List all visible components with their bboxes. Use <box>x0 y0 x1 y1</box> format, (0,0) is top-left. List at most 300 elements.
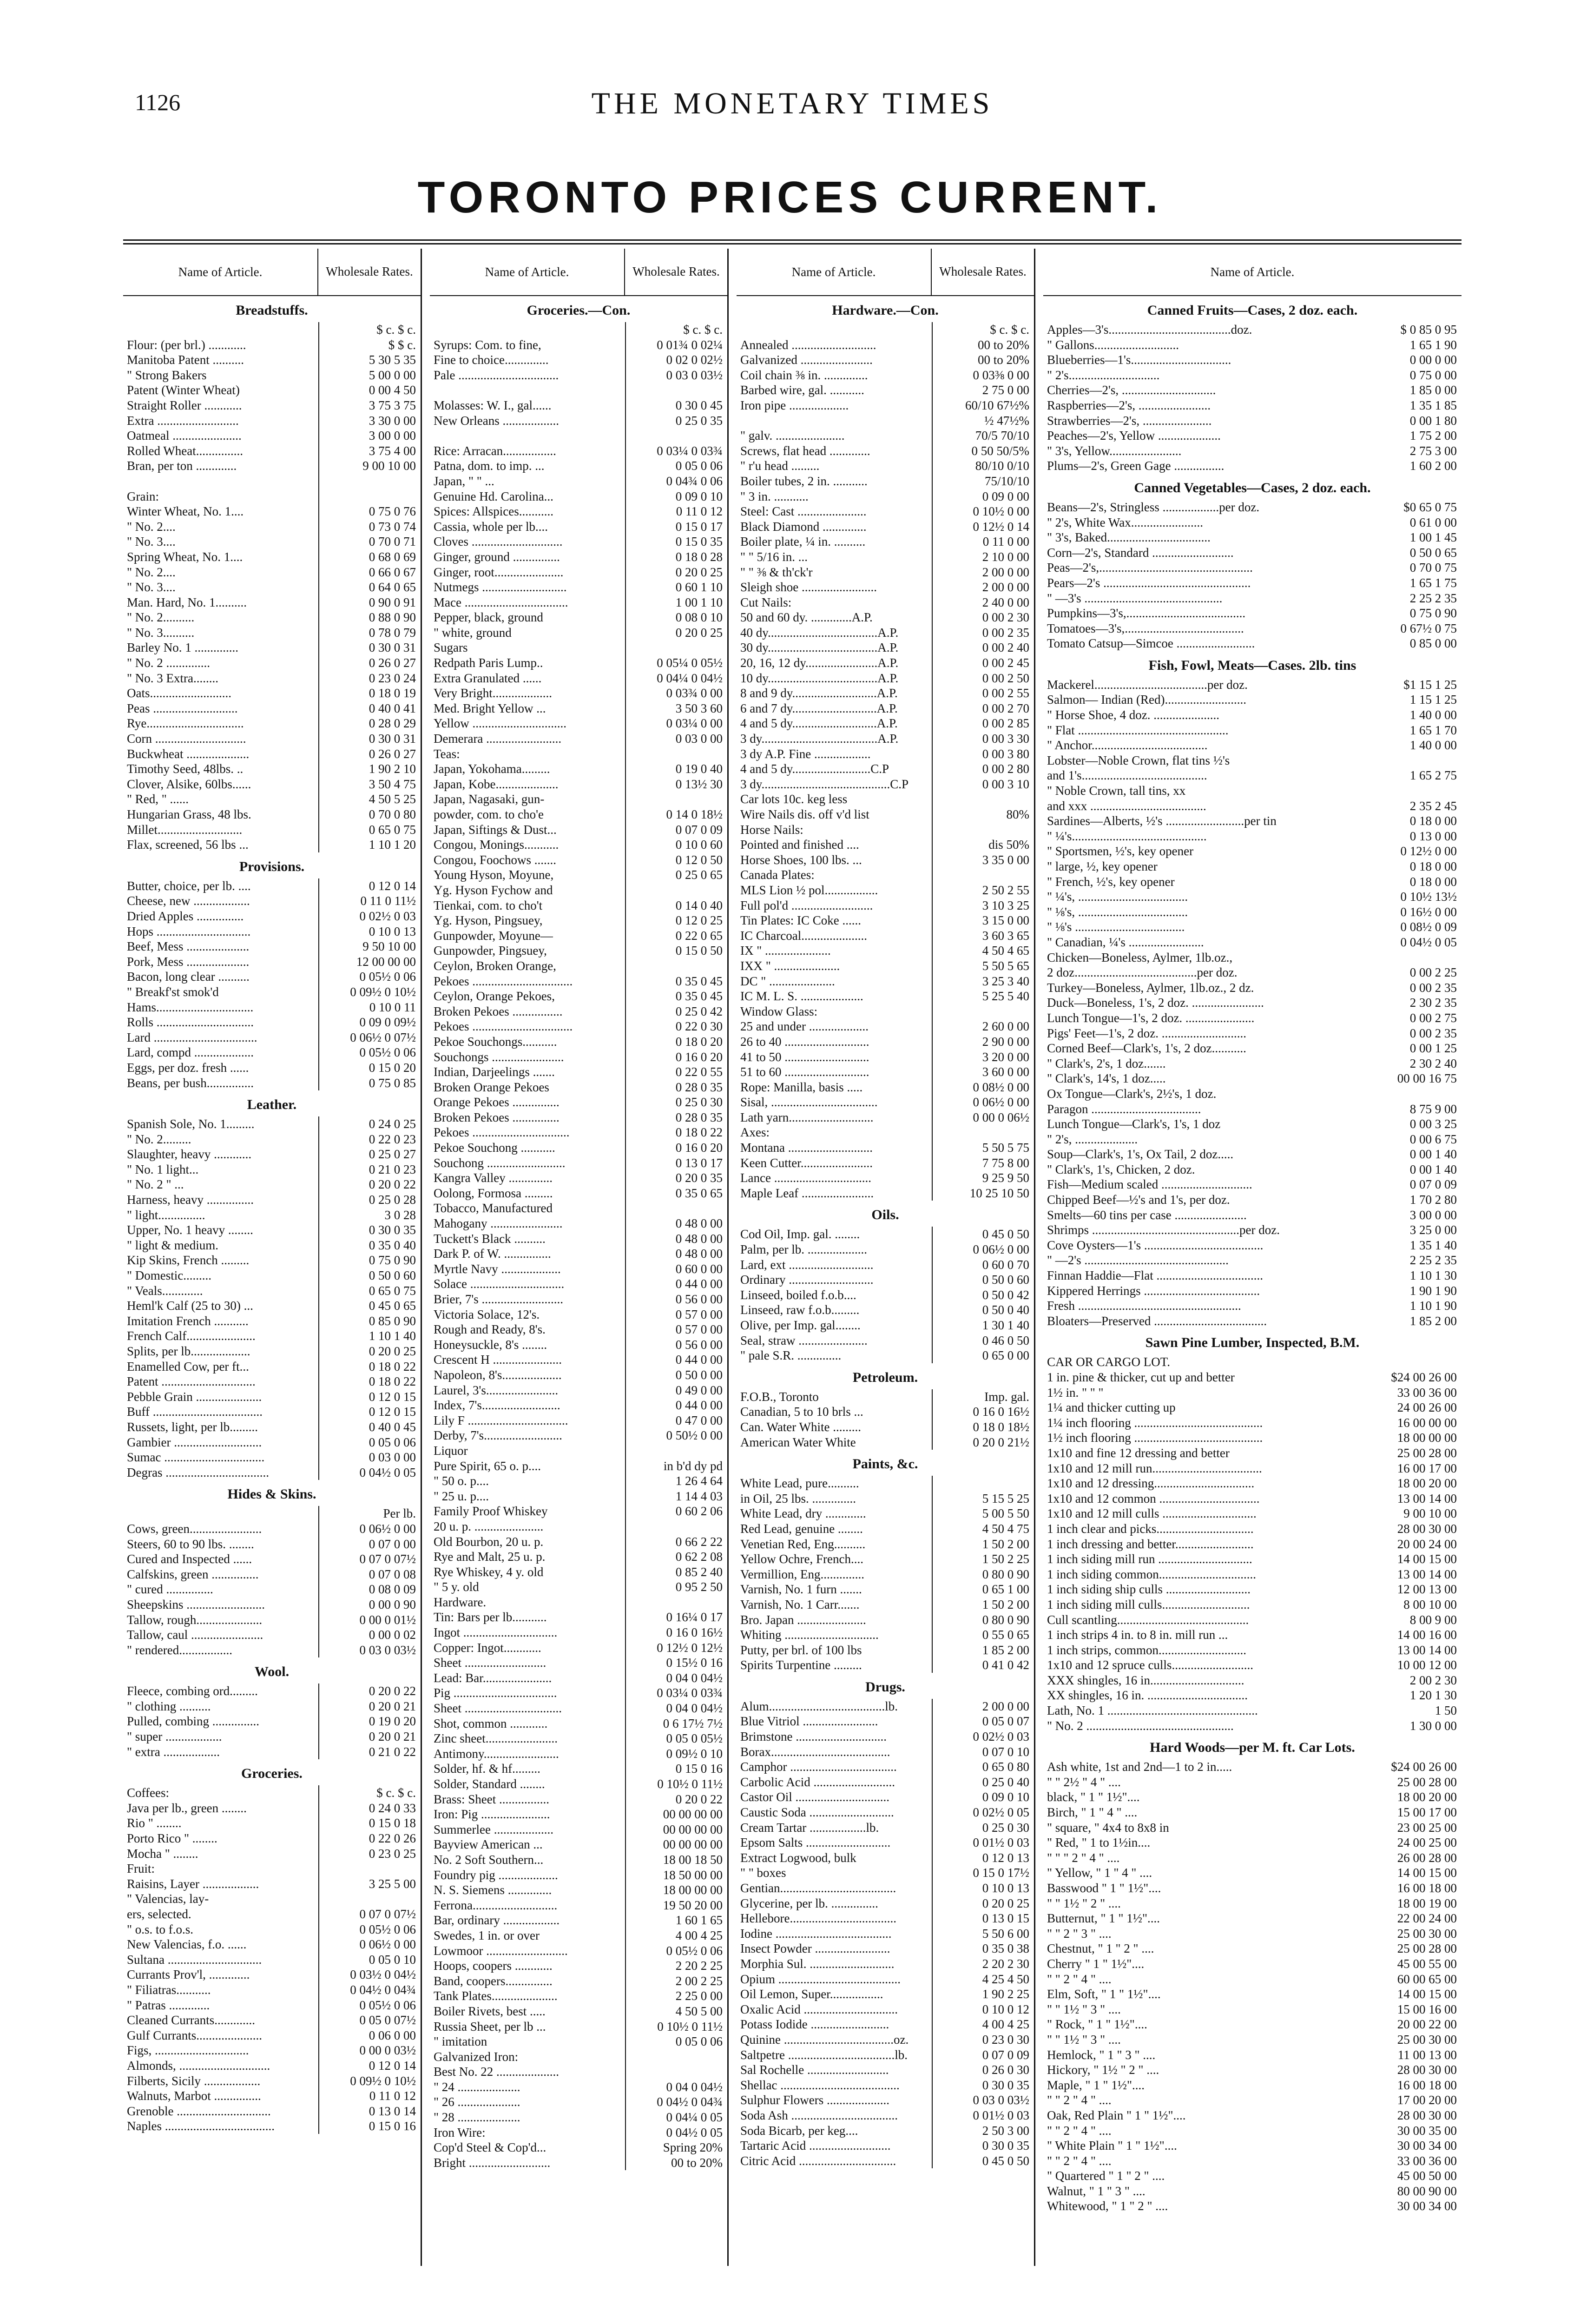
article-name: " French, ½'s, key opener <box>1047 874 1175 889</box>
wholesale-rate: 1 00 1 45 <box>1409 530 1457 545</box>
price-row <box>1043 575 1462 591</box>
wholesale-rate: 0 25 0 65 <box>625 867 727 883</box>
article-name: " Valencias, lay- <box>127 1892 209 1906</box>
price-row <box>1043 1222 1462 1238</box>
article-name: No. 2 Soft Southern... <box>434 1852 544 1867</box>
article-name: 50 and 60 dy. .............A.P. <box>740 610 873 625</box>
article-name: Elm, Soft, " 1 " 1½".... <box>1047 1987 1161 2001</box>
price-row <box>737 1612 1034 1628</box>
article-name: Foundry pig ................... <box>434 1868 558 1882</box>
article-name: Bacon, long clear .......... <box>127 970 250 984</box>
wholesale-rate: 0 02½ 0 03 <box>932 1729 1034 1744</box>
article-name: Caustic Soda ........................... <box>740 1805 894 1820</box>
wholesale-rate: 1 26 4 64 <box>625 1473 727 1489</box>
price-row <box>123 1314 421 1329</box>
price-row <box>430 1383 727 1398</box>
price-row <box>430 1443 727 1459</box>
article-name: " square, " 4x4 to 8x8 in <box>1047 1820 1169 1835</box>
wholesale-rate: 2 00 0 00 <box>932 580 1034 595</box>
price-row <box>737 565 1034 580</box>
article-name: " large, ½, key opener <box>1047 859 1158 873</box>
price-row <box>430 807 727 822</box>
article-name: 6 and 7 dy...........................A.P. <box>740 701 898 715</box>
article-name: 10 dy...................................A.P. <box>740 671 899 685</box>
price-row <box>737 1272 1034 1287</box>
price-row <box>123 1521 421 1537</box>
wholesale-rate: 0 65 0 75 <box>318 822 421 838</box>
wholesale-rate: 0 15 0 20 <box>318 1060 421 1076</box>
wholesale-rate: 0 50 0 42 <box>932 1287 1034 1303</box>
wholesale-rate: $ c. $ c. <box>318 322 421 337</box>
article-name: Japan, Nagasaki, gun- <box>434 792 545 806</box>
price-row <box>1043 428 1462 443</box>
article-name: Potass Iodide ......................... <box>740 2017 889 2032</box>
wholesale-rate: 0 22 0 26 <box>318 1831 421 1846</box>
wholesale-rate: 0 18 0 00 <box>1409 814 1457 828</box>
article-name: DC " ..................... <box>740 974 835 988</box>
price-row <box>1043 621 1462 636</box>
price-row <box>1043 545 1462 561</box>
price-row <box>1043 383 1462 398</box>
price-row <box>1043 1102 1462 1117</box>
wholesale-rate: 2 25 2 35 <box>1409 591 1457 605</box>
article-name: 1½ in. " " " <box>1047 1385 1104 1400</box>
column-header-rates: Wholesale Rates. <box>624 249 727 295</box>
article-name: " o.s. to f.o.s. <box>127 1922 194 1936</box>
article-name: Naples ................................... <box>127 2119 275 2133</box>
price-row <box>123 1060 421 1076</box>
wholesale-rate: 0 05 0 10 <box>318 1952 421 1967</box>
price-row <box>430 1852 727 1868</box>
wholesale-rate: 0 02 0 02½ <box>625 352 727 368</box>
price-row <box>1043 1835 1462 1850</box>
article-name: Soup—Clark's, 1's, Ox Tail, 2 doz..... <box>1047 1147 1234 1162</box>
article-name: Ash white, 1st and 2nd—1 to 2 in..... <box>1047 1760 1232 1774</box>
article-name: Lance ............................... <box>740 1171 871 1185</box>
article-name: Congou, Monings........... <box>434 838 559 852</box>
article-name: Iron pipe ................... <box>740 398 849 412</box>
price-row <box>430 867 727 883</box>
wholesale-rate: 2 00 2 30 <box>1409 1673 1457 1687</box>
price-row <box>737 1348 1034 1363</box>
column-1 <box>123 249 422 2266</box>
wholesale-rate: $ c. $ c. <box>932 322 1034 337</box>
price-row <box>737 337 1034 353</box>
wholesale-rate <box>932 1004 1034 1019</box>
wholesale-rate: 2 90 0 00 <box>932 1034 1034 1050</box>
column-header <box>123 249 421 296</box>
article-name: Raspberries—2's, ....................... <box>1047 398 1211 412</box>
price-row <box>430 761 727 777</box>
price-row <box>737 504 1034 519</box>
article-name: " No. 2......... <box>127 1132 191 1146</box>
price-row <box>430 368 727 383</box>
article-name: Slaughter, heavy ............ <box>127 1147 252 1162</box>
wholesale-rate: $0 65 0 75 <box>1403 500 1457 514</box>
price-row <box>1043 2138 1462 2153</box>
article-name: Shot, common ............ <box>434 1716 548 1730</box>
section-heading: Oils. <box>871 1207 899 1223</box>
article-name: Porto Rico " ........ <box>127 1831 217 1846</box>
price-row <box>737 777 1034 792</box>
section-heading: Sawn Pine Lumber, Inspected, B.M. <box>1145 1335 1360 1351</box>
price-row <box>1043 1162 1462 1177</box>
price-row <box>430 928 727 944</box>
article-name: " No. 3 Extra........ <box>127 671 218 685</box>
wholesale-rate: 0 80 0 90 <box>932 1567 1034 1582</box>
article-name: Car lots 10c. keg less <box>740 792 848 806</box>
article-name: Castor Oil .............................. <box>740 1790 889 1804</box>
price-row <box>737 383 1034 398</box>
article-name: 1½ inch flooring ......................................... <box>1047 1431 1263 1445</box>
article-name: Very Bright................... <box>434 686 552 700</box>
wholesale-rate: 2 40 0 00 <box>932 595 1034 610</box>
wholesale-rate: 0 57 0 00 <box>625 1307 727 1322</box>
price-row <box>123 837 421 852</box>
wholesale-rate: 0 15 0 18 <box>318 1816 421 1831</box>
wholesale-rate: 25 00 28 00 <box>1397 1941 1457 1956</box>
wholesale-rate: 1 35 1 40 <box>1409 1238 1457 1252</box>
price-row <box>1043 2032 1462 2047</box>
column-header <box>737 249 1034 296</box>
wholesale-rate: 13 00 14 00 <box>1397 1491 1457 1505</box>
price-row <box>1043 1597 1462 1612</box>
price-row <box>737 1227 1034 1242</box>
wholesale-rate: 1 40 0 00 <box>1409 708 1457 722</box>
wholesale-rate: 0 25 0 35 <box>625 413 727 429</box>
wholesale-rate: 1 10 1 90 <box>1409 1299 1457 1313</box>
price-row <box>737 1287 1034 1303</box>
wholesale-rate: 25 00 30 00 <box>1397 2032 1457 2047</box>
article-name: Index, 7's......................... <box>434 1398 560 1413</box>
wholesale-rate: 0 20 0 21 <box>318 1729 421 1744</box>
price-row <box>1043 799 1462 814</box>
article-name: Chestnut, " 1 " 2 " .... <box>1047 1941 1154 1956</box>
column-header <box>1043 249 1462 296</box>
wholesale-rate: 0 75 0 90 <box>1409 606 1457 621</box>
wholesale-rate <box>932 822 1034 838</box>
price-row <box>123 731 421 746</box>
article-name: Quinine ...................................oz. <box>740 2032 909 2047</box>
wholesale-rate: 0 45 0 50 <box>932 1227 1034 1242</box>
price-row <box>737 2078 1034 2093</box>
price-row <box>430 1625 727 1640</box>
price-row <box>123 2088 421 2104</box>
article-name: Peas—2's,................................................. <box>1047 561 1253 575</box>
article-name: Vermillion, Eng.............. <box>740 1567 864 1581</box>
price-row <box>737 1582 1034 1597</box>
article-name: Crescent H ...................... <box>434 1353 562 1367</box>
price-row <box>1043 1688 1462 1703</box>
article-name: " galv. ...................... <box>740 429 845 443</box>
price-row <box>430 1807 727 1822</box>
article-name: Tank Plates..................... <box>434 1989 558 2003</box>
price-row <box>737 398 1034 413</box>
wholesale-rate: 0 03 0 00 <box>625 731 727 746</box>
price-row <box>430 1549 727 1565</box>
price-row <box>1043 1461 1462 1476</box>
wholesale-rate: 0 25 0 30 <box>625 1095 727 1110</box>
article-name: Fine to choice.............. <box>434 353 549 367</box>
price-row <box>737 1537 1034 1552</box>
price-row <box>430 1246 727 1261</box>
wholesale-rate: 0 15 0 16 <box>625 1761 727 1776</box>
price-row <box>1043 1718 1462 1734</box>
article-name: 4 and 5 dy...........................A.P. <box>740 716 898 731</box>
price-row <box>430 1595 727 1610</box>
wholesale-rate: 0 00 0 00 <box>1409 353 1457 367</box>
price-row <box>123 1222 421 1238</box>
price-row <box>737 1491 1034 1506</box>
wholesale-rate: 0 30 0 35 <box>932 2138 1034 2153</box>
price-row <box>123 671 421 686</box>
wholesale-rate: 1 90 2 25 <box>932 1987 1034 2002</box>
wholesale-rate: 0 07 0 09 <box>625 822 727 838</box>
article-name: Maple, " 1 " 1½".... <box>1047 2078 1145 2092</box>
wholesale-rate: 0 20 0 25 <box>625 565 727 580</box>
article-name: Insect Powder ........................ <box>740 1941 890 1956</box>
wholesale-rate: 0 08½ 0 00 <box>932 1080 1034 1095</box>
wholesale-rate: 00 to 20% <box>932 337 1034 353</box>
article-name: Canadian, 5 to 10 brls ... <box>740 1405 863 1419</box>
price-row <box>123 352 421 368</box>
article-name: 1x10 and 12 mill culls .............................. <box>1047 1506 1257 1521</box>
wholesale-rate: 3 60 3 65 <box>932 928 1034 944</box>
article-name: Broken Pekoes ............... <box>434 1110 560 1124</box>
price-row <box>737 1257 1034 1273</box>
article-name: Lath, No. 1 ................................................ <box>1047 1703 1258 1718</box>
wholesale-rate <box>932 792 1034 807</box>
article-name: Oatmeal ...................... <box>127 429 242 443</box>
price-row <box>737 1419 1034 1435</box>
price-row <box>737 1805 1034 1820</box>
price-row <box>1043 413 1462 429</box>
wholesale-rate: 0 25 0 40 <box>932 1775 1034 1790</box>
price-row <box>123 458 421 474</box>
price-row <box>430 913 727 928</box>
wholesale-rate: 0 05 0 07½ <box>318 2013 421 2028</box>
article-name: Rio " ........ <box>127 1816 182 1830</box>
price-row <box>123 2104 421 2119</box>
wholesale-rate: 0 03⅜ 0 00 <box>932 368 1034 383</box>
price-row <box>430 1882 727 1898</box>
wholesale-rate: 0 18 0 00 <box>1409 874 1457 889</box>
article-name: Derby, 7's......................... <box>434 1428 562 1443</box>
article-name: Sal Rochelle .......................... <box>740 2063 889 2077</box>
wholesale-rate: 0 55 0 65 <box>932 1627 1034 1643</box>
price-row <box>123 1374 421 1389</box>
price-row <box>123 807 421 822</box>
article-name <box>123 1506 318 1521</box>
wholesale-rate: 18 00 00 00 <box>1397 1431 1457 1445</box>
wholesale-rate: 0 67½ 0 75 <box>1400 621 1457 635</box>
article-name: White Lead, dry ............. <box>740 1506 866 1521</box>
wholesale-rate: 2 50 2 55 <box>932 883 1034 898</box>
article-name: " Quartered " 1 " 2 " .... <box>1047 2169 1165 2183</box>
wholesale-rate: 0 41 0 42 <box>932 1657 1034 1673</box>
wholesale-rate: 0 35 0 65 <box>625 1186 727 1201</box>
wholesale-rate: 0 00 1 40 <box>1409 1162 1457 1176</box>
wholesale-rate <box>625 1595 727 1610</box>
wholesale-rate: 9 25 9 50 <box>932 1170 1034 1186</box>
article-name: Solace .............................. <box>434 1277 565 1291</box>
price-row <box>430 428 727 443</box>
price-row <box>123 1937 421 1952</box>
price-row <box>737 731 1034 746</box>
price-row <box>123 1116 421 1132</box>
article-name: Horse Shoes, 100 lbs. ... <box>740 852 862 867</box>
article-name: Nutmegs ........................... <box>434 580 567 594</box>
article-name: " Horse Shoe, 4 doz. ..................... <box>1047 708 1219 722</box>
wholesale-rate: 0 64 0 65 <box>318 580 421 595</box>
article-name: Sugars <box>434 640 468 655</box>
article-name: " Veals............. <box>127 1283 203 1298</box>
wholesale-rate: 1 10 1 30 <box>1409 1268 1457 1283</box>
wholesale-rate <box>625 383 727 398</box>
article-name: Ox Tongue—Clark's, 2½'s, 1 doz. <box>1047 1086 1217 1101</box>
article-name: IC M. L. S. .................... <box>740 989 863 1004</box>
wholesale-rate: 1 50 2 00 <box>932 1537 1034 1552</box>
wholesale-rate: 2 20 2 25 <box>625 1958 727 1974</box>
price-row <box>737 625 1034 640</box>
wholesale-rate: 0 11 0 12 <box>625 504 727 519</box>
wholesale-rate: 1 75 2 00 <box>1409 429 1457 443</box>
wholesale-rate: 0 04½ 0 04¾ <box>625 2094 727 2110</box>
price-row <box>430 580 727 595</box>
price-row <box>1043 1056 1462 1071</box>
wholesale-rate: 3 10 3 25 <box>932 898 1034 913</box>
wholesale-rate: 0 03¼ 0 03¾ <box>625 443 727 459</box>
wholesale-rate: 24 00 26 00 <box>1397 1400 1457 1415</box>
article-name: Kip Skins, French ......... <box>127 1253 250 1268</box>
wholesale-rate: 3 15 0 00 <box>932 913 1034 928</box>
wholesale-rate: 3 50 4 75 <box>318 777 421 792</box>
article-name: Tienkai, com. to cho't <box>434 898 543 912</box>
article-name: Tomato Catsup—Simcoe ......................... <box>1047 636 1255 651</box>
price-row <box>123 909 421 924</box>
wholesale-rate: 0 14 0 18½ <box>625 807 727 822</box>
price-row <box>1043 1521 1462 1537</box>
price-row <box>737 640 1034 655</box>
section-heading: Breadstuffs. <box>236 303 308 318</box>
wholesale-rate: 7 75 8 00 <box>932 1155 1034 1171</box>
article-name: Blue Vitriol ........................ <box>740 1714 878 1729</box>
price-row <box>123 2013 421 2028</box>
price-row <box>123 792 421 807</box>
article-name: Lunch Tongue—1's, 2 doz. ...................... <box>1047 1010 1255 1025</box>
wholesale-rate: 0 12½ 0 12½ <box>625 1640 727 1656</box>
wholesale-rate: 4 50 4 65 <box>932 943 1034 958</box>
price-row <box>1043 530 1462 545</box>
article-name: Clover, Alsike, 60lbs...... <box>127 777 251 791</box>
wholesale-rate: 0 60 0 70 <box>932 1257 1034 1273</box>
article-name: Cloves ............................. <box>434 535 563 549</box>
wholesale-rate: 0 12 0 14 <box>318 878 421 894</box>
wholesale-rate: 25 00 28 00 <box>1397 1775 1457 1789</box>
price-row <box>430 1776 727 1792</box>
price-row <box>123 1208 421 1223</box>
article-name: Pekoe Souchongs........... <box>434 1034 557 1049</box>
wholesale-rate: 0 00 0 90 <box>318 1597 421 1612</box>
wholesale-rate: 0 47 0 00 <box>625 1413 727 1428</box>
wholesale-rate: 0 44 0 00 <box>625 1352 727 1367</box>
article-name: Lunch Tongue—Clark's, 1's, 1 doz <box>1047 1117 1221 1131</box>
price-row <box>123 1450 421 1465</box>
article-name: " 28 .................... <box>434 2110 520 2125</box>
article-name: " white, ground <box>434 625 512 640</box>
price-row <box>737 1744 1034 1760</box>
price-row <box>1043 458 1462 474</box>
wholesale-rate: 0 18 0 28 <box>625 549 727 565</box>
wholesale-rate: 0 35 0 45 <box>625 974 727 989</box>
article-name: Sumac ................................ <box>127 1450 265 1465</box>
wholesale-rate: 0 05 0 06 <box>625 458 727 474</box>
wholesale-rate: $24 00 26 00 <box>1391 1760 1457 1774</box>
wholesale-rate <box>932 1476 1034 1491</box>
column-rows <box>737 296 1034 2168</box>
wholesale-rate: 3 00 0 00 <box>1409 1208 1457 1222</box>
article-name: Pears—2's ............................................... <box>1047 575 1251 590</box>
wholesale-rate: 0 00 2 75 <box>1409 1010 1457 1025</box>
wholesale-rate: 0 08½ 0 09 <box>1400 920 1457 934</box>
price-row <box>430 1913 727 1928</box>
article-name: XXX shingles, 16 in.............................. <box>1047 1673 1244 1687</box>
wholesale-rate: 75/10/10 <box>932 474 1034 489</box>
price-row <box>430 413 727 429</box>
price-row <box>737 1186 1034 1201</box>
price-row <box>123 565 421 580</box>
wholesale-rate: 0 00 1 40 <box>1409 1147 1457 1162</box>
article-name: Young Hyson, Moyune, <box>434 868 554 882</box>
article-name: Axes: <box>740 1125 770 1140</box>
price-row <box>123 337 421 353</box>
wholesale-rate: 0 65 0 75 <box>318 1283 421 1299</box>
price-row <box>737 1926 1034 1941</box>
price-row <box>123 428 421 443</box>
wholesale-rate <box>318 1891 421 1907</box>
wholesale-rate: 0 04½ 0 05 <box>318 1465 421 1480</box>
article-name: " Canadian, ¼'s ........................ <box>1047 935 1204 949</box>
article-name: Molasses: W. I., gal...... <box>434 398 552 412</box>
article-name: Strawberries—2's, ...................... <box>1047 413 1212 428</box>
article-name: Pork, Mess .................... <box>127 954 250 969</box>
article-name: 1 inch siding mill run .............................. <box>1047 1552 1252 1566</box>
price-row <box>1043 1926 1462 1941</box>
wholesale-rate: 0 20 0 25 <box>625 625 727 640</box>
wholesale-rate: 0 11 0 00 <box>932 534 1034 549</box>
article-name: Galvanized Iron: <box>434 2049 519 2064</box>
wholesale-rate: 18 50 00 00 <box>625 1868 727 1883</box>
article-name: Rye and Malt, 25 u. p. <box>434 1550 546 1564</box>
price-row <box>737 352 1034 368</box>
price-row <box>737 474 1034 489</box>
price-row <box>1043 1881 1462 1896</box>
price-row <box>430 1216 727 1231</box>
wholesale-rate: 0 06½ 0 00 <box>932 1095 1034 1110</box>
wholesale-rate: 1 65 1 75 <box>1409 575 1457 590</box>
wholesale-rate: 1 65 2 75 <box>1409 768 1457 783</box>
price-row <box>1043 919 1462 935</box>
wholesale-rate: 0 95 2 50 <box>625 1579 727 1595</box>
price-row <box>430 398 727 413</box>
price-row <box>1043 1147 1462 1162</box>
price-row <box>737 2002 1034 2017</box>
article-name: Broken Pekoes ................ <box>434 1004 563 1018</box>
price-row <box>737 2047 1034 2063</box>
wholesale-rate: 2 35 2 45 <box>1409 799 1457 813</box>
price-row <box>123 625 421 640</box>
article-name: Iodine ..................................... <box>740 1926 892 1941</box>
